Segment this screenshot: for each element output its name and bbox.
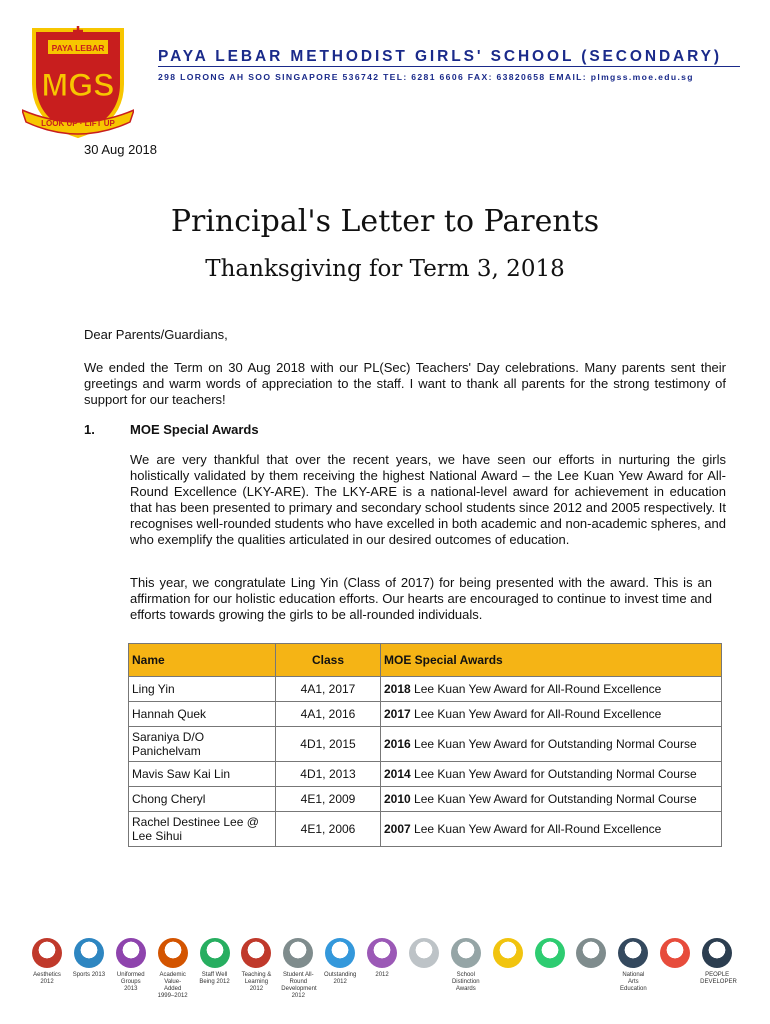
award-badge-icon: [449, 938, 483, 993]
badge-emblem-icon: [535, 938, 565, 968]
badge-label: PEOPLE DEVELOPER: [700, 972, 737, 985]
award-badge-icon: [239, 938, 273, 993]
logo-motto: LOOK UP · LIFT UP: [41, 119, 115, 128]
award-badge-icon: [365, 938, 399, 979]
letter-title: Principal's Letter to Parents: [170, 204, 600, 239]
cell-award: [381, 762, 722, 787]
award-badge-icon: [574, 938, 608, 972]
section-paragraph-1: We are very thankful that over the recent years, we have seen our efforts in nurturing the girls holistically validated by them receiving the highest National Award – the Lee Kuan Yew Award for All-Round Excellence (LKY-ARE). The LKY-ARE is a national-level award for achievement in education that has been presented to primary and secondary school students since 2012 and 2005 respectively. It recognises well-rounded students who have excelled in both academic and non-academic spheres, and who exemplify the qualities articulated in our desired outcomes of education.: [130, 452, 726, 547]
table-row: [129, 762, 722, 787]
award-badge-icon: [491, 938, 525, 972]
table-row: [129, 787, 722, 812]
logo-monogram: MGS: [41, 67, 115, 103]
table-row: [129, 702, 722, 727]
cell-award: [381, 812, 722, 847]
awards-table: [128, 643, 722, 847]
badge-emblem-icon: [576, 938, 606, 968]
badge-label: National Arts Education: [620, 972, 647, 992]
badge-emblem-icon: [451, 938, 481, 968]
badge-emblem-icon: [74, 938, 104, 968]
letter-date: 30 Aug 2018: [84, 142, 158, 157]
award-logos-footer: [30, 938, 742, 1018]
badge-label: Staff Well Being 2012: [199, 972, 230, 985]
cell-name: Hannah Quek: [129, 702, 276, 727]
table-row: [129, 727, 722, 762]
award-year: 2007: [384, 822, 411, 836]
award-year: 2017: [384, 707, 411, 721]
award-text: Lee Kuan Yew Award for Outstanding Normal Course: [410, 767, 697, 781]
badge-label: Sports 2013: [72, 972, 106, 978]
award-year: 2014: [384, 767, 411, 781]
table-row: [129, 677, 722, 702]
section-number: 1.: [84, 422, 95, 437]
salutation: Dear Parents/Guardians,: [84, 327, 228, 342]
cell-award: [381, 727, 722, 762]
badge-label: School Distinction Awards: [451, 972, 480, 992]
cell-class: 4D1, 2013: [276, 762, 381, 787]
badge-emblem-icon: [367, 938, 397, 968]
intro-paragraph: We ended the Term on 30 Aug 2018 with our PL(Sec) Teachers' Day celebrations. Many parents sent their greetings and warm words of appreciation to the staff. I want to thank all parents for the strong testimony of support for our teachers!: [84, 360, 726, 407]
badge-emblem-icon: [241, 938, 271, 968]
school-address: 298 LORONG AH SOO SINGAPORE 536742 TEL: 6281 6606 FAX: 63820658 EMAIL: plmgss.moe.edu.sg: [158, 72, 694, 82]
cell-name: Chong Cheryl: [129, 787, 276, 812]
badge-label: Aesthetics 2012: [33, 972, 61, 985]
award-text: Lee Kuan Yew Award for Outstanding Normal Course: [410, 792, 697, 806]
header-awards: MOE Special Awards: [381, 644, 722, 677]
badge-emblem-icon: [325, 938, 355, 968]
cell-name: Mavis Saw Kai Lin: [129, 762, 276, 787]
badge-emblem-icon: [200, 938, 230, 968]
header-class: Class: [276, 644, 381, 677]
school-name: PAYA LEBAR METHODIST GIRLS' SCHOOL (SECONDARY): [158, 48, 722, 65]
award-badge-icon: [700, 938, 737, 986]
badge-emblem-icon: [618, 938, 648, 968]
badge-emblem-icon: [158, 938, 188, 968]
award-year: 2010: [384, 792, 411, 806]
award-badge-icon: [156, 938, 190, 1000]
award-text: Lee Kuan Yew Award for All-Round Excellence: [410, 707, 662, 721]
award-year: 2018: [384, 682, 411, 696]
table-row: [129, 812, 722, 847]
badge-label: Outstanding 2012: [323, 972, 357, 985]
section-paragraph-2: This year, we congratulate Ling Yin (Class of 2017) for being presented with the award. This is an affirmation for our holistic education efforts. Our hearts are encouraged to continue to invest time and efforts towards growing the girls to be all-rounded individuals.: [130, 575, 712, 622]
award-text: Lee Kuan Yew Award for All-Round Excellence: [410, 682, 662, 696]
award-year: 2016: [384, 737, 411, 751]
cell-name: Ling Yin: [129, 677, 276, 702]
award-text: Lee Kuan Yew Award for All-Round Excellence: [410, 822, 662, 836]
section-heading: MOE Special Awards: [130, 422, 259, 437]
award-badge-icon: [30, 938, 64, 986]
badge-emblem-icon: [660, 938, 690, 968]
cell-class: 4E1, 2009: [276, 787, 381, 812]
badge-emblem-icon: [702, 938, 732, 968]
badge-label: Student All-Round Development 2012: [281, 972, 317, 999]
cell-award: [381, 702, 722, 727]
award-badge-icon: [281, 938, 315, 1000]
award-text: Lee Kuan Yew Award for Outstanding Normal Course: [410, 737, 697, 751]
award-badge-icon: [114, 938, 148, 993]
letter-subtitle: Thanksgiving for Term 3, 2018: [205, 256, 565, 282]
award-badge-icon: [72, 938, 106, 979]
award-badge-icon: [407, 938, 441, 972]
table-header-row: [129, 644, 722, 677]
award-badge-icon: [533, 938, 567, 972]
award-badge-icon: [616, 938, 650, 993]
badge-emblem-icon: [493, 938, 523, 968]
badge-emblem-icon: [283, 938, 313, 968]
school-crest-logo: [22, 22, 134, 140]
badge-label: Uniformed Groups 2013: [116, 972, 145, 992]
header-name: Name: [129, 644, 276, 677]
badge-emblem-icon: [409, 938, 439, 968]
cell-name: Saraniya D/O Panichelvam: [129, 727, 276, 762]
badge-emblem-icon: [32, 938, 62, 968]
cell-class: 4E1, 2006: [276, 812, 381, 847]
badge-emblem-icon: [116, 938, 146, 968]
award-badge-icon: [323, 938, 357, 986]
award-badge-icon: [198, 938, 232, 986]
badge-label: 2012: [375, 972, 389, 978]
cell-class: 4A1, 2017: [276, 677, 381, 702]
cell-class: 4A1, 2016: [276, 702, 381, 727]
badge-label: Teaching & Learning 2012: [241, 972, 272, 992]
award-badge-icon: [658, 938, 692, 972]
cell-name: Rachel Destinee Lee @ Lee Sihui: [129, 812, 276, 847]
cell-award: [381, 677, 722, 702]
cell-class: 4D1, 2015: [276, 727, 381, 762]
header-divider: [158, 66, 740, 67]
cell-award: [381, 787, 722, 812]
logo-top-text: PAYA LEBAR: [51, 43, 105, 53]
badge-label: Academic Value-Added 1999–2012: [157, 972, 188, 999]
